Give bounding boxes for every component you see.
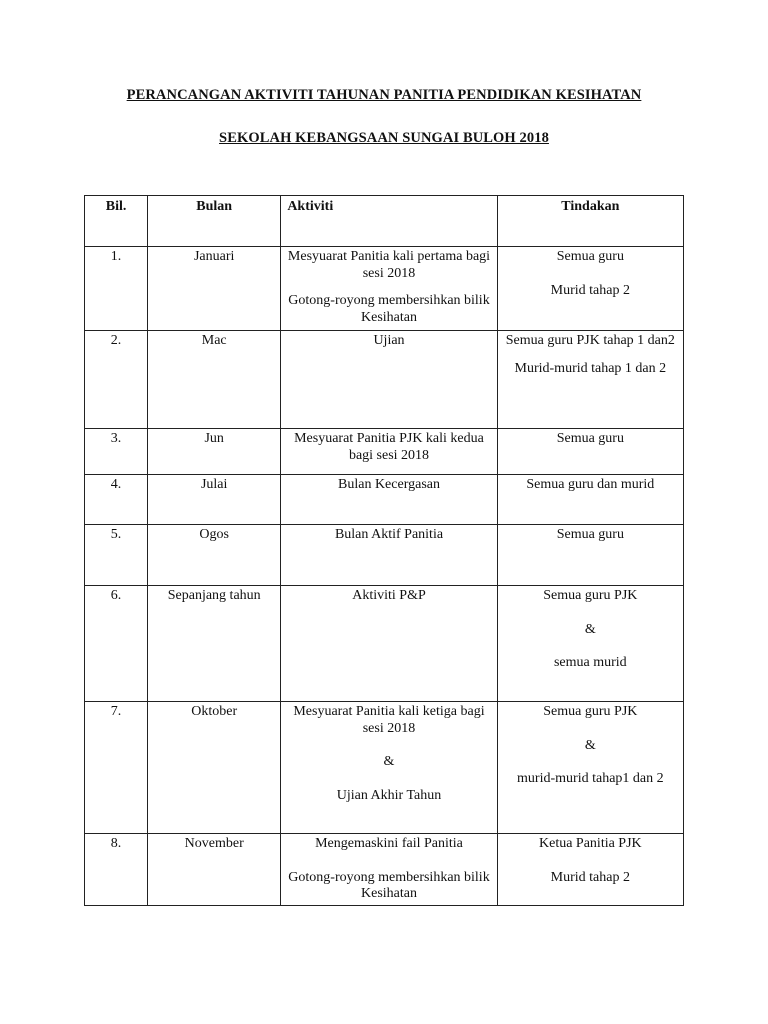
table-row xyxy=(85,247,684,331)
cell-bulan: Mac xyxy=(148,331,281,429)
cell-aktiviti xyxy=(281,586,497,702)
table-row xyxy=(85,586,684,702)
tindakan-line: Semua guru dan murid xyxy=(526,477,655,492)
tindakan-line: Semua guru PJK xyxy=(543,588,638,603)
aktiviti-line: Bulan Kecergasan xyxy=(338,477,440,492)
aktiviti-line: Mengemaskini fail Panitia xyxy=(315,836,463,851)
document-title: PERANCANGAN AKTIVITI TAHUNAN PANITIA PENDIDIKAN KESIHATAN xyxy=(126,87,642,103)
document-subtitle: SEKOLAH KEBANGSAAN SUNGAI BULOH 2018 xyxy=(219,130,549,146)
cell-aktiviti xyxy=(281,429,497,475)
cell-aktiviti xyxy=(281,475,497,525)
header-bil: Bil. xyxy=(85,196,148,247)
tindakan-line: Semua guru xyxy=(556,249,624,264)
cell-bil: 1. xyxy=(85,247,148,331)
tindakan-line: & xyxy=(584,621,596,637)
tindakan-line: Semua guru xyxy=(556,431,624,446)
aktiviti-line: Mesyuarat Panitia kali pertama bagi sesi 2018 xyxy=(287,249,491,281)
tindakan-line: & xyxy=(584,737,596,753)
cell-tindakan xyxy=(497,247,683,331)
tindakan-line: Ketua Panitia PJK xyxy=(539,836,642,851)
aktiviti-line: & xyxy=(383,754,395,769)
header-tindakan: Tindakan xyxy=(497,196,683,247)
cell-bulan: Jun xyxy=(148,429,281,475)
table-row xyxy=(85,475,684,525)
cell-bulan: Sepanjang tahun xyxy=(148,586,281,702)
cell-tindakan xyxy=(497,834,683,906)
cell-bil: 2. xyxy=(85,331,148,429)
aktiviti-line: Ujian xyxy=(373,333,405,348)
cell-bulan: Oktober xyxy=(148,702,281,834)
tindakan-line: murid-murid tahap1 dan 2 xyxy=(517,771,664,786)
aktiviti-line: Mesyuarat Panitia PJK kali kedua bagi sesi 2018 xyxy=(294,431,484,463)
tindakan-line: Murid tahap 2 xyxy=(550,869,630,885)
tindakan-line: Semua guru PJK tahap 1 dan2 xyxy=(505,333,675,348)
table-row xyxy=(85,834,684,906)
cell-aktiviti xyxy=(281,247,497,331)
aktiviti-line: Ujian Akhir Tahun xyxy=(336,787,442,803)
cell-bulan: Ogos xyxy=(148,525,281,586)
cell-tindakan xyxy=(497,429,683,475)
tindakan-line: Semua guru xyxy=(556,527,624,542)
tindakan-line: semua murid xyxy=(553,655,627,670)
tindakan-line: Murid tahap 2 xyxy=(550,282,630,298)
table-row xyxy=(85,525,684,586)
aktiviti-line: Aktiviti P&P xyxy=(352,588,426,603)
cell-aktiviti xyxy=(281,525,497,586)
cell-tindakan xyxy=(497,702,683,834)
cell-tindakan xyxy=(497,586,683,702)
aktiviti-line: Bulan Aktif Panitia xyxy=(334,527,444,542)
cell-bulan: November xyxy=(148,834,281,906)
cell-bulan: Januari xyxy=(148,247,281,331)
header-bulan: Bulan xyxy=(148,196,281,247)
cell-bil: 3. xyxy=(85,429,148,475)
table-header-row xyxy=(85,196,684,247)
cell-tindakan xyxy=(497,475,683,525)
header-aktiviti: Aktiviti xyxy=(281,196,497,247)
table-row xyxy=(85,702,684,834)
table-row xyxy=(85,429,684,475)
tindakan-line: Murid-murid tahap 1 dan 2 xyxy=(514,360,667,376)
cell-bulan: Julai xyxy=(148,475,281,525)
activity-plan-table xyxy=(84,195,684,906)
cell-bil: 7. xyxy=(85,702,148,834)
cell-tindakan xyxy=(497,525,683,586)
cell-aktiviti xyxy=(281,834,497,906)
table-row xyxy=(85,331,684,429)
cell-bil: 5. xyxy=(85,525,148,586)
cell-aktiviti xyxy=(281,331,497,429)
cell-tindakan xyxy=(497,331,683,429)
tindakan-line: Semua guru PJK xyxy=(543,704,638,719)
cell-bil: 4. xyxy=(85,475,148,525)
aktiviti-line: Gotong-royong membersihkan bilik Kesihatan xyxy=(288,869,490,901)
aktiviti-line: Gotong-royong membersihkan bilik Kesihatan xyxy=(288,293,490,325)
aktiviti-line: Mesyuarat Panitia kali ketiga bagi sesi 2018 xyxy=(293,704,485,736)
cell-aktiviti xyxy=(281,702,497,834)
cell-bil: 6. xyxy=(85,586,148,702)
cell-bil: 8. xyxy=(85,834,148,906)
